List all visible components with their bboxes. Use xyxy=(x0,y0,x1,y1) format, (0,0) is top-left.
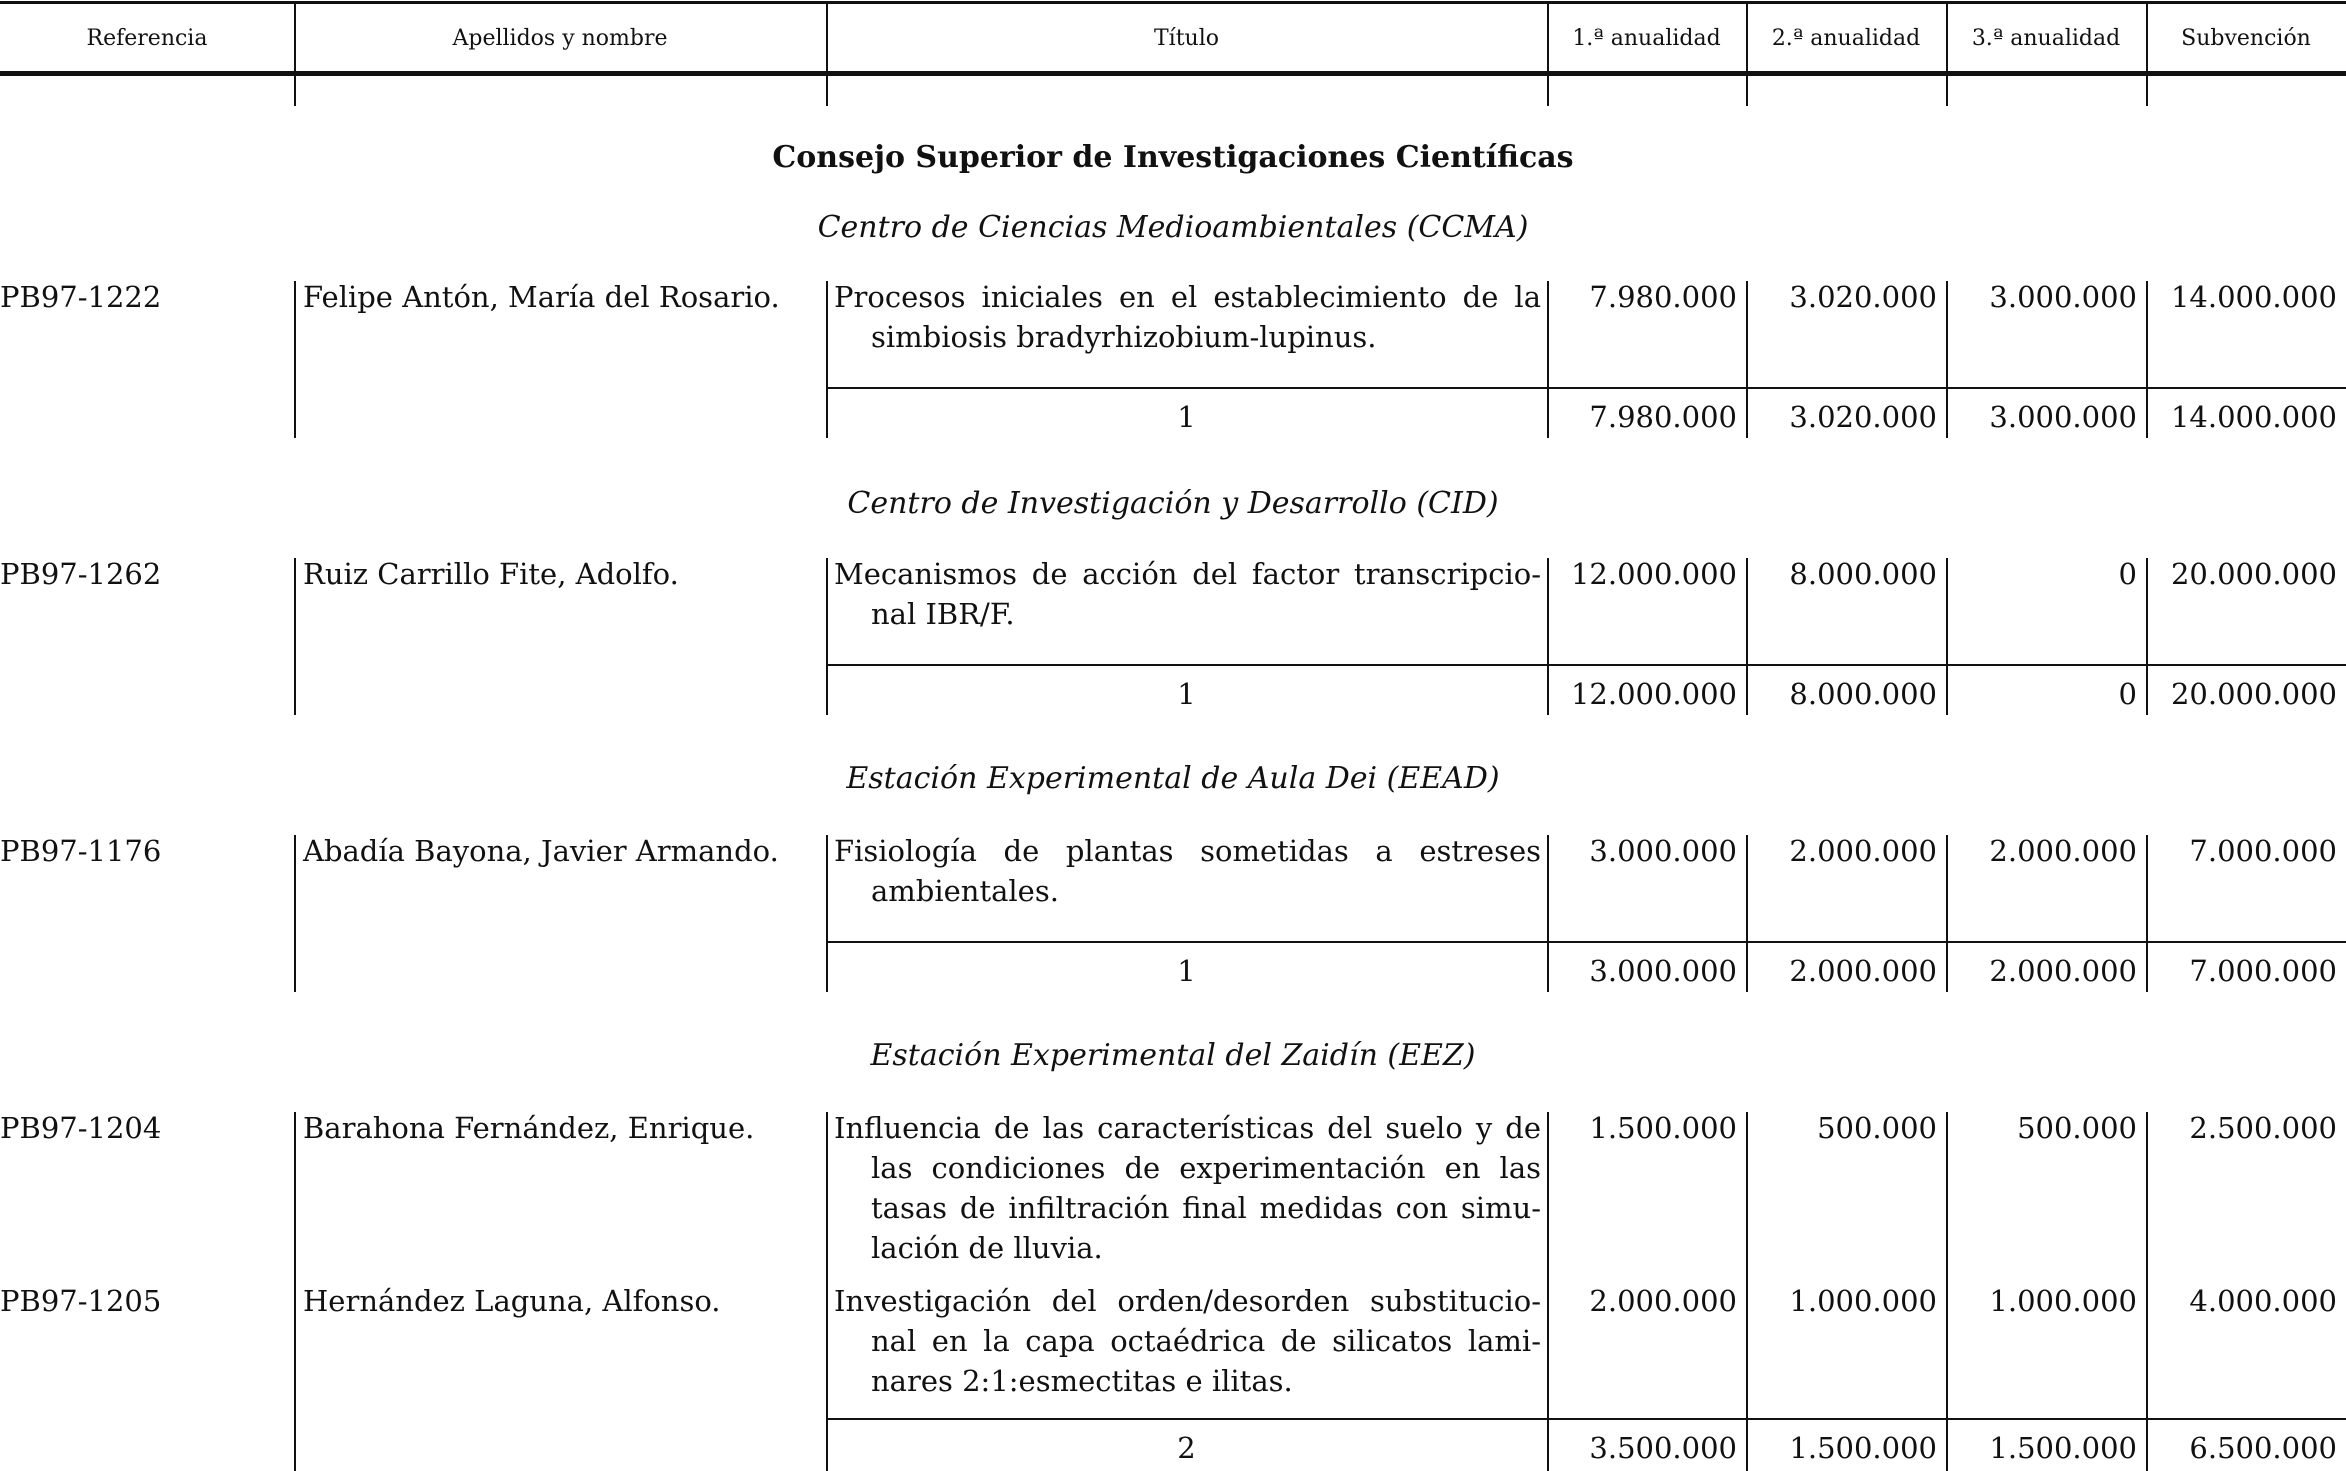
center-heading: Centro de Investigación y Desarrollo (CID) xyxy=(847,486,1499,521)
amount-a1: 3.000.000 xyxy=(1589,834,1737,868)
subtotal-a1: 3.000.000 xyxy=(1589,954,1737,988)
column-divider xyxy=(1746,2,1748,106)
subtotal-a3: 0 xyxy=(2118,677,2137,711)
column-header: 3.ª anualidad xyxy=(1971,25,2121,51)
amount-a3: 500.000 xyxy=(2017,1111,2137,1145)
amount-a1: 12.000.000 xyxy=(1570,557,1737,591)
subtotal-total: 14.000.000 xyxy=(2170,400,2337,434)
amount-a2: 3.020.000 xyxy=(1789,280,1937,314)
subtotal-a3: 1.500.000 xyxy=(1989,1431,2137,1465)
reference: PB97-1262 xyxy=(0,557,162,591)
subtotal-total: 7.000.000 xyxy=(2189,954,2337,988)
project-count: 1 xyxy=(1177,400,1196,434)
amount-a2: 500.000 xyxy=(1817,1111,1937,1145)
project-count: 2 xyxy=(1177,1431,1196,1465)
subtotal-a1: 7.980.000 xyxy=(1589,400,1737,434)
project-count: 1 xyxy=(1177,954,1196,988)
project-count: 1 xyxy=(1177,677,1196,711)
subtotal-a2: 2.000.000 xyxy=(1789,954,1937,988)
amount-a2: 1.000.000 xyxy=(1789,1284,1937,1318)
subtotal-total: 20.000.000 xyxy=(2170,677,2337,711)
project-title: Mecanismos de acción del factor transcripcio-nal IBR/F. xyxy=(834,557,1541,631)
center-heading: Estación Experimental del Zaidín (EEZ) xyxy=(870,1038,1476,1073)
column-header: 1.ª anualidad xyxy=(1572,25,1721,51)
subtotal-rule xyxy=(826,1418,2346,1420)
column-divider xyxy=(1946,2,1948,106)
amount-a2: 8.000.000 xyxy=(1789,557,1937,591)
amount-a3: 3.000.000 xyxy=(1989,280,2137,314)
applicant-name: Barahona Fernández, Enrique. xyxy=(303,1111,755,1145)
column-header: Apellidos y nombre xyxy=(452,25,668,51)
amount-a1: 2.000.000 xyxy=(1589,1284,1737,1318)
applicant-name: Hernández Laguna, Alfonso. xyxy=(303,1284,721,1318)
column-divider xyxy=(294,558,296,715)
applicant-name: Abadía Bayona, Javier Armando. xyxy=(303,834,779,868)
subtotal-a3: 2.000.000 xyxy=(1989,954,2137,988)
column-divider xyxy=(1547,2,1549,106)
reference: PB97-1176 xyxy=(0,834,162,868)
subtotal-a1: 12.000.000 xyxy=(1570,677,1737,711)
subtotal-a2: 8.000.000 xyxy=(1789,677,1937,711)
project-title: Investigación del orden/desorden substitucio-nal en la capa octaédrica de silicatos lami-nares 2:1:esmectitas e ilitas. xyxy=(834,1284,1541,1398)
applicant-name: Ruiz Carrillo Fite, Adolfo. xyxy=(303,557,679,591)
column-header: Referencia xyxy=(86,25,208,51)
amount-a3: 1.000.000 xyxy=(1989,1284,2137,1318)
amount-total: 7.000.000 xyxy=(2189,834,2337,868)
amount-total: 20.000.000 xyxy=(2170,557,2337,591)
amount-a3: 0 xyxy=(2118,557,2137,591)
subtotal-total: 6.500.000 xyxy=(2189,1431,2337,1465)
amount-total: 14.000.000 xyxy=(2170,280,2337,314)
amount-a1: 1.500.000 xyxy=(1589,1111,1737,1145)
amount-total: 2.500.000 xyxy=(2189,1111,2337,1145)
subtotal-a1: 3.500.000 xyxy=(1589,1431,1737,1465)
reference: PB97-1222 xyxy=(0,280,162,314)
column-divider xyxy=(294,835,296,992)
column-divider xyxy=(826,2,828,106)
project-title: Influencia de las características del suelo y de las condiciones de experimentación en las tasas de infiltración final medidas con simu-lación de lluvia. xyxy=(834,1111,1541,1265)
amount-a3: 2.000.000 xyxy=(1989,834,2137,868)
subtotal-a2: 1.500.000 xyxy=(1789,1431,1937,1465)
subtotal-rule xyxy=(826,941,2346,943)
project-title: Fisiología de plantas sometidas a estreses ambientales. xyxy=(834,834,1541,908)
amount-a2: 2.000.000 xyxy=(1789,834,1937,868)
column-divider xyxy=(2146,2,2148,106)
center-heading: Centro de Ciencias Medioambientales (CCMA) xyxy=(817,210,1529,245)
amount-a1: 7.980.000 xyxy=(1589,280,1737,314)
subtotal-a2: 3.020.000 xyxy=(1789,400,1937,434)
column-divider xyxy=(294,2,296,106)
column-header: 2.ª anualidad xyxy=(1771,25,1921,51)
amount-total: 4.000.000 xyxy=(2189,1284,2337,1318)
center-heading: Estación Experimental de Aula Dei (EEAD) xyxy=(846,761,1500,796)
reference: PB97-1204 xyxy=(0,1111,162,1145)
column-header: Subvención xyxy=(2181,25,2311,51)
institution-heading: Consejo Superior de Investigaciones Científicas xyxy=(772,140,1574,175)
subtotal-a3: 3.000.000 xyxy=(1989,400,2137,434)
column-divider xyxy=(294,281,296,438)
project-title: Procesos iniciales en el establecimiento de la simbiosis bradyrhizobium-lupinus. xyxy=(834,280,1541,354)
subtotal-rule xyxy=(826,387,2346,389)
subtotal-rule xyxy=(826,664,2346,666)
column-divider xyxy=(294,1112,296,1471)
reference: PB97-1205 xyxy=(0,1284,162,1318)
applicant-name: Felipe Antón, María del Rosario. xyxy=(303,280,780,314)
column-header: Título xyxy=(1153,25,1219,51)
